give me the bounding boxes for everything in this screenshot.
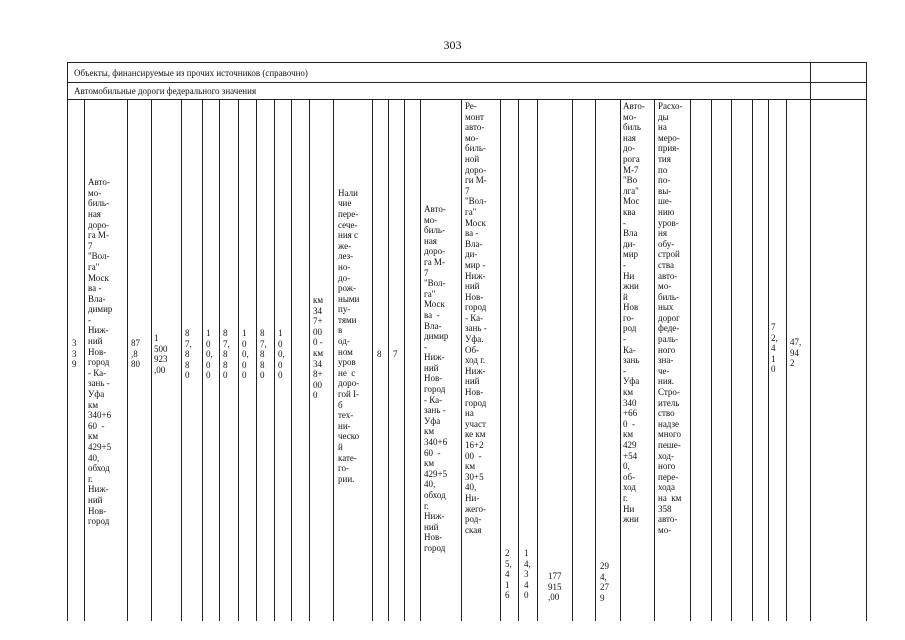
col-divider xyxy=(388,99,389,621)
col-divider xyxy=(333,99,334,621)
col-divider xyxy=(84,99,85,621)
col-divider xyxy=(768,99,769,621)
section-header: Объекты, финансируемые из прочих источников (справочно) xyxy=(74,68,308,78)
col-divider xyxy=(690,99,691,621)
col-divider xyxy=(202,99,203,621)
col-divider xyxy=(309,99,310,621)
table-cell: 1 0 0, 0 0 xyxy=(278,328,285,381)
table-cell: 8 7, 8 8 0 xyxy=(185,328,192,381)
row-divider xyxy=(68,99,866,100)
col-divider xyxy=(274,99,275,621)
col-divider xyxy=(500,99,501,621)
col-divider xyxy=(181,99,182,621)
col-divider xyxy=(810,99,811,621)
col-divider xyxy=(256,99,257,621)
col-divider xyxy=(537,99,538,621)
table-cell: 2 5, 4 1 6 xyxy=(505,548,512,601)
table-cell: 8 7, 8 8 0 xyxy=(223,328,230,381)
col-divider xyxy=(420,99,421,621)
table-cell: 8 xyxy=(377,349,382,359)
table-cell: Ре- монт авто- мо- биль- ной доро- ги М- 7 "Вол- га" Моск ва - Вла- ди- мир - Ниж- ний Нов- город - Ка- зань - Уфа. Об- ход г. Ниж- ний Нов- город на участ ке км 16+2 00 - км 30+5 40, Ни- жего- род- ская xyxy=(465,101,487,535)
table-cell: 1 0 0, 0 0 xyxy=(242,328,249,381)
table-cell: 29 4, 27 9 xyxy=(600,561,609,603)
col-divider xyxy=(731,99,732,621)
col-divider xyxy=(786,99,787,621)
table-cell: км 34 7+ 00 0 - км 34 8+ 00 0 xyxy=(313,295,324,401)
col-divider xyxy=(810,63,811,99)
col-divider xyxy=(404,99,405,621)
col-divider xyxy=(461,99,462,621)
table-cell: 1 0 0, 0 0 xyxy=(206,328,213,381)
col-divider xyxy=(219,99,220,621)
col-divider xyxy=(151,99,152,621)
col-divider xyxy=(127,99,128,621)
table xyxy=(67,62,867,621)
col-divider xyxy=(595,99,596,621)
col-divider xyxy=(518,99,519,621)
page-number: 303 xyxy=(443,38,462,52)
table-cell: 87 ,8 80 xyxy=(131,338,140,370)
table-cell: Авто- мо- биль ная до- рога М-7 "Во лга" Мос ква - Вла ди- мир - Ни жни й Нов го- род - Ка- зань - Уфа км 340 +66 0 - км 429 +54 0, об- ход г. Ни жни xyxy=(623,101,645,525)
table-cell: Авто- мо- биль- ная доро- га М- 7 "Вол- га" Моск ва - Вла- димир - Ниж- ний Нов- город - Ка- зань - Уфа км 340+6 60 - км 429+5 40, обход г. Ниж- ний Нов- город xyxy=(424,203,449,553)
table-cell: Авто- мо- биль- ная доро- га М- 7 "Вол- га" Моск ва - Вла- димир - Ниж- ний Нов- город - Ка- зань - Уфа км 340+6 60 - км 429+5 40, обход г. Ниж- ний Нов- город xyxy=(88,177,113,527)
col-divider xyxy=(620,99,621,621)
table-cell: 1 4, 3 4 0 xyxy=(524,548,531,601)
table-cell: Нали чие пере- сече- ния с же- лез- но- до- рож- ными пу- тями в од- ном уров не с доро- гой I- б тех- ни- ческо й кате- го- рии. xyxy=(338,187,360,484)
subsection-header: Автомобильные дороги федерального значения xyxy=(74,86,257,96)
row-divider xyxy=(68,82,866,83)
table-cell: 8 7, 8 8 0 xyxy=(260,328,267,381)
col-divider xyxy=(711,99,712,621)
col-divider xyxy=(291,99,292,621)
col-divider xyxy=(238,99,239,621)
table-cell: 47, 94 2 xyxy=(790,337,802,369)
table-cell: 7 xyxy=(393,349,398,359)
col-divider xyxy=(372,99,373,621)
col-divider xyxy=(572,99,573,621)
table-cell: 1 500 923 ,00 xyxy=(154,333,168,375)
table-cell: 3 3 9 xyxy=(72,338,77,370)
col-divider xyxy=(752,99,753,621)
table-cell: Расхо- ды на меро- прия- тия по по- вы- ше- нию уров- ня обу- строй ства авто- мо- биль- ных дорог феде- раль- ного зна- че- ния. Стро- итель ство надзе много пеше- ход- ного пере- хода на км 358 авто- мо- xyxy=(658,101,683,535)
table-cell: 7 2, 4 1 0 xyxy=(771,322,778,375)
table-cell: 177 915 ,00 xyxy=(548,571,562,603)
col-divider xyxy=(654,99,655,621)
